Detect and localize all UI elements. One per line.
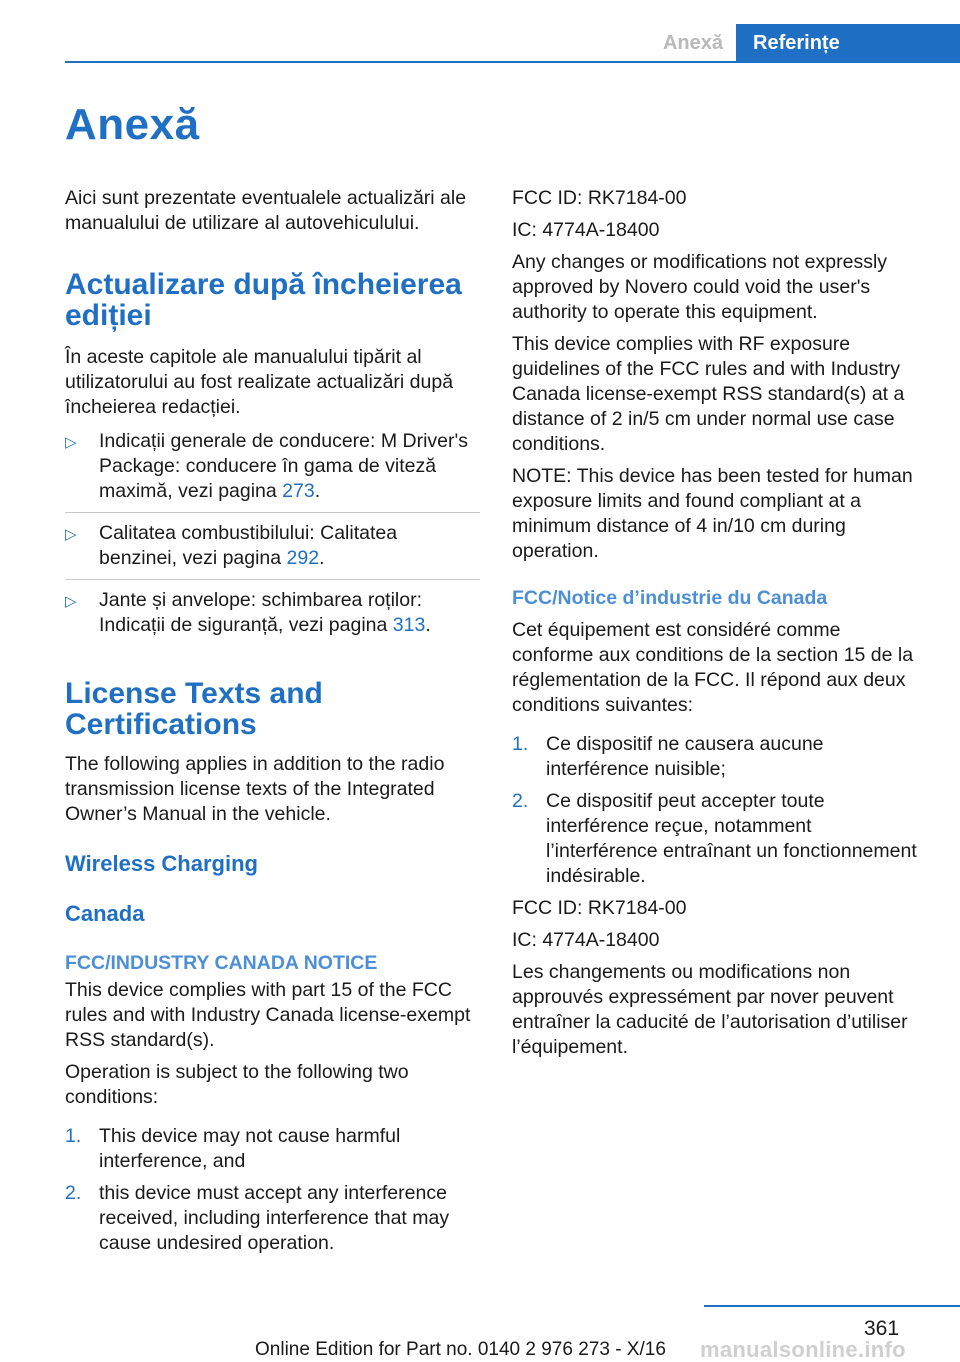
edition-text: Online Edition for Part no. 0140 2 976 273 - X/16 [255,1339,666,1360]
license-paragraph: The following applies in addition to the radio transmission license texts of the Integrated Owner’s Manual in the vehicle. [65,753,445,825]
list-number: 1. [512,733,529,755]
intro-paragraph: Aici sunt prezentate eventualele actualizări ale manualului de utilizare al autovehiculului. [65,187,467,234]
list-item [65,1124,480,1174]
page-link-273[interactable]: 273 [282,480,315,502]
fr-paragraph-1: Cet équipement est considéré comme conforme aux conditions de la section 15 de la réglementation de la FCC. Il répond aux deux conditions suivantes: [512,619,914,716]
list-text: this device must accept any interference received, including interference that may cause undesired operation. [99,1182,450,1254]
header-rule [65,61,960,63]
list-text: Ce dispositif peut accepter toute interférence reçue, notamment l’interférence entraînant un fonctionnement indésirable. [546,790,917,887]
right-column [512,186,927,1067]
page-link-292[interactable]: 292 [286,547,320,569]
list-number: 2. [65,1182,82,1204]
heading-canada: Canada [65,901,145,926]
header-tab-referinte[interactable]: Referințe [736,24,960,63]
fcc-paragraph-2: Operation is subject to the following two conditions: [65,1061,409,1108]
triangle-bullet-icon: ▷ [65,526,77,543]
heading-license: License Texts and Certifications [65,677,323,741]
ic-number-fr: IC: 4774A-18400 [512,929,660,951]
list-item [512,732,927,782]
update-paragraph: În aceste capitole ale manualului tipărit al utilizatorului au fost realizate actualizări după încheierea redacției. [65,346,454,418]
page-title: Anexă [65,100,200,149]
bullet-text: Calitatea combustibilului: Calitatea benzinei, vezi pagina [99,522,398,569]
fcc-id-fr: FCC ID: RK7184-00 [512,897,687,919]
page-link-313[interactable]: 313 [392,614,426,636]
list-text: This device may not cause harmful interference, and [99,1125,401,1172]
list-item [512,789,927,889]
conditions-list [65,1124,480,1256]
bullet-item [65,513,480,580]
bullet-text: Indicații generale de conducere: M Driver's Package: conducere în gama de viteză maximă, vezi pagina [99,430,468,502]
bullet-end: . [425,614,431,636]
fr-conditions-list [512,732,927,889]
bullet-item [65,580,480,646]
heading-fcc-notice-fr: FCC/Notice d’industrie du Canada [512,587,828,609]
fr-changes-paragraph: Les changements ou modifications non approuvés expressément par nover peuvent entraîner la caducité de l’autorisation d’utiliser l’équipement. [512,961,908,1058]
watermark-text: manualsonline.info [700,1337,906,1362]
header-tab-anexa[interactable]: Anexă [662,32,724,54]
bullet-end: . [314,480,321,502]
triangle-bullet-icon: ▷ [65,593,77,610]
list-number: 1. [65,1125,82,1147]
heading-update: Actualizare după încheierea ediției [65,268,462,332]
list-number: 2. [512,790,529,812]
heading-wireless-charging: Wireless Charging [65,851,258,876]
note-paragraph: NOTE: This device has been tested for human exposure limits and found compliant at a minimum distance of 4 in/10 cm during operation. [512,465,913,562]
update-bullet-list [65,421,480,646]
bullet-end: . [319,547,325,569]
ic-number: IC: 4774A-18400 [512,219,660,241]
left-column [65,186,480,1263]
page-number: 361 [864,1317,900,1340]
fcc-id: FCC ID: RK7184-00 [512,187,687,209]
triangle-bullet-icon: ▷ [65,434,77,451]
footer-rule [704,1305,960,1307]
rf-exposure-paragraph: This device complies with RF exposure guidelines of the FCC rules and with Industry Canada license-exempt RSS standard(s) at a distance of 2 in/5 cm under normal use case conditions. [512,333,905,455]
fcc-paragraph-1: This device complies with part 15 of the FCC rules and with Industry Canada license-exempt RSS standard(s). [65,979,471,1051]
bullet-text: Jante și anvelope: schimbarea roților: Indicații de siguranță, vezi pagina [99,589,422,636]
heading-fcc-notice: FCC/INDUSTRY CANADA NOTICE [65,952,378,974]
list-item [65,1181,480,1256]
changes-paragraph: Any changes or modifications not expressly approved by Novero could void the user's authority to operate this equipment. [512,251,888,323]
list-text: Ce dispositif ne causera aucune interférence nuisible; [546,733,824,780]
bullet-item [65,421,480,513]
